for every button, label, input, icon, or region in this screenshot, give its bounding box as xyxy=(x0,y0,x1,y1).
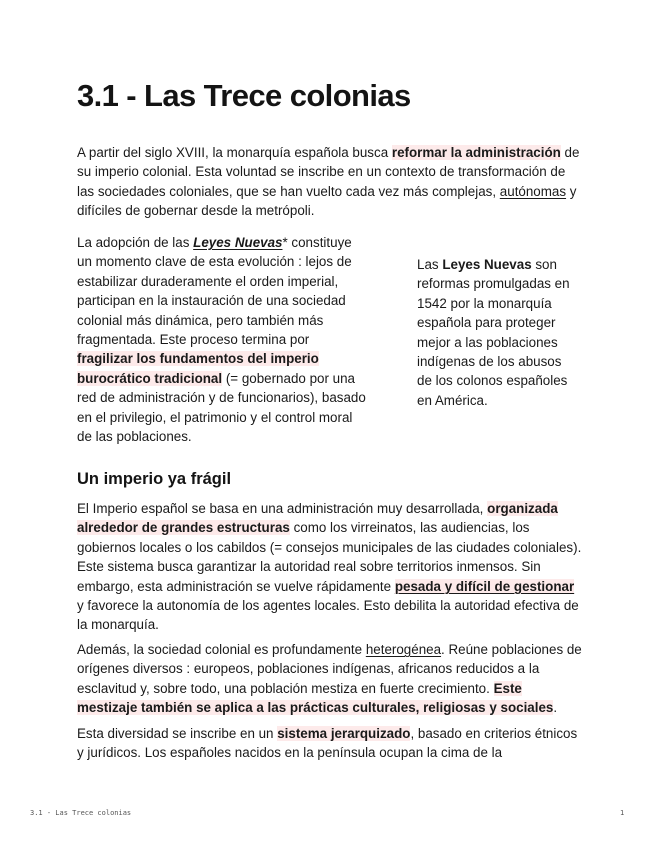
text-span: La adopción de las xyxy=(77,235,194,250)
hierarchy-paragraph xyxy=(77,724,582,763)
underlined-text: heterogénea xyxy=(365,642,442,657)
highlight-text: Este mestizaje también se aplica a las prácticas culturales, religiosas y sociales xyxy=(77,680,554,716)
text-span: de su imperio colonial. Esta voluntad se inscribe en un contexto de transformación de las sociedades coloniales, que se han vuelto cada vez más complejas, xyxy=(77,145,580,199)
page-title: 3.1 - Las Trece colonias xyxy=(77,78,411,113)
intro-paragraph xyxy=(77,143,582,221)
text-span: (= gobernado por una red de administración y de funcionarios), basado en el privilegio, el patrimonio y el control moral de las poblaciones. xyxy=(77,370,366,445)
leyes-nuevas-paragraph xyxy=(77,233,367,446)
page-number: 1 xyxy=(620,809,625,817)
text-span: , basado en criterios étnicos y jurídicos. Los españoles nacidos en la península ocupan la cima de la xyxy=(77,726,578,761)
text-span: y difíciles de gobernar desde la metrópoli. xyxy=(77,183,577,219)
highlight-text: reformar la administración xyxy=(391,145,561,160)
highlight-text: sistema jerarquizado xyxy=(277,726,411,741)
section-heading: Un imperio ya frágil xyxy=(77,470,232,488)
side-note xyxy=(417,255,577,410)
text-span: Además, la sociedad colonial es profundamente xyxy=(77,642,366,657)
text-span: son reformas promulgadas en 1542 por la monarquía española para proteger mejor a las poblaciones indígenas de los abusos de los colonos españoles en América. xyxy=(417,257,570,408)
empire-paragraph xyxy=(77,499,582,635)
text-span: . xyxy=(553,700,558,716)
text-span: El Imperio español se basa en una administración muy desarrollada, xyxy=(77,501,488,516)
text-span: A partir del siglo XVIII, la monarquía española busca xyxy=(77,145,392,160)
text-span: y favorece la autonomía de los agentes locales. Esto debilita la autoridad efectiva de la monarquía. xyxy=(77,598,579,633)
society-paragraph xyxy=(77,640,582,718)
footer-title: 3.1 - Las Trece colonias xyxy=(30,809,132,817)
text-span: como los virreinatos, las audiencias, los gobiernos locales o los cabildos (= consejos municipales de las ciudades coloniales). Este sistema busca garantizar la autoridad real sobre territorios inmensos. Sin embargo, esta administración se vuelve rápidamente xyxy=(77,520,582,594)
text-span: Esta diversidad se inscribe en un xyxy=(77,726,278,741)
highlight-underlined-text: pesada y difícil de gestionar xyxy=(394,578,575,594)
underlined-text: autónomas xyxy=(499,183,567,199)
text-span: Las xyxy=(417,257,443,272)
highlight-text: fragilizar los fundamentos del imperio burocrático tradicional xyxy=(77,351,319,386)
highlight-text: organizada alrededor de grandes estructuras xyxy=(77,501,558,536)
bold-text: Leyes Nuevas xyxy=(442,257,532,272)
text-span: . Reúne poblaciones de orígenes diversos : europeos, poblaciones indígenas, africanos reducidos a la esclavitud y, sobre todo, una población mestiza en fuerte crecimiento. xyxy=(77,642,582,696)
leyes-nuevas-link[interactable]: Leyes Nuevas xyxy=(193,235,283,250)
text-span: * constituye un momento clave de esta evolución : lejos de estabilizar duraderamente el orden imperial, participan en la instauración de una sociedad colonial más dinámica, pero también más fragmentada. Este proceso termina por xyxy=(77,235,352,348)
